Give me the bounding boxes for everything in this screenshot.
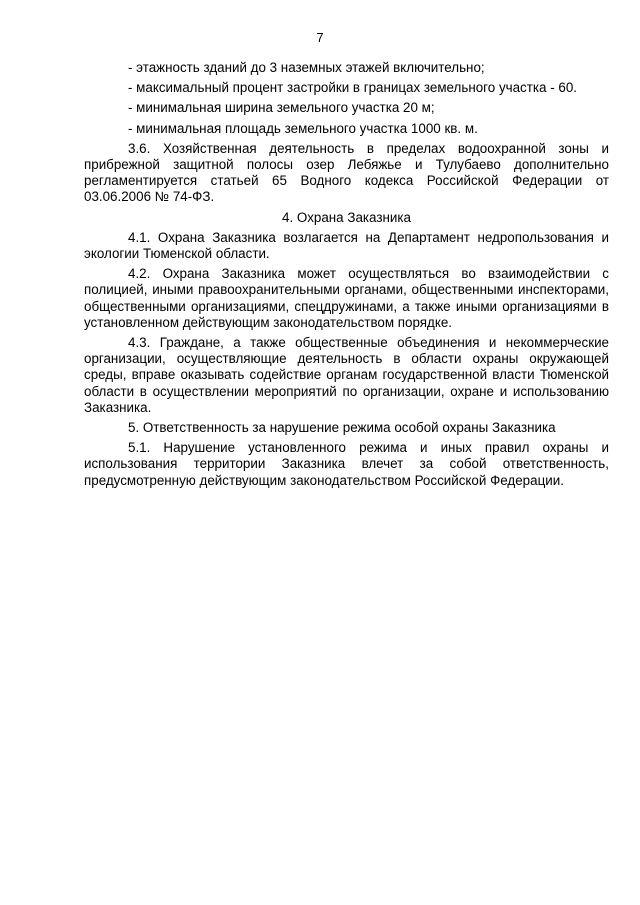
list-item-build-percent: - максимальный процент застройки в границах земельного участка - 60. [128,80,578,96]
document-body [84,60,609,493]
paragraph-4-1: 4.1. Охрана Заказника возлагается на Департамент недропользования и экологии Тюменской области. [84,229,609,262]
page-number: 7 [316,30,324,45]
paragraph-5-1: 5.1. Нарушение установленного режима и иных правил охраны и использования территории Заказника влечет за собой ответственность, предусмотренную действующим законодательством Российской Федерации. [84,440,609,488]
paragraph-4-2: 4.2. Охрана Заказника может осуществляться во взаимодействии с полицией, иными правоохранительными органами, общественными инспекторами, общественными организациями, спецдружинами, а также иными организациями в установленном действующим законодательством порядке. [84,266,609,330]
list-item-min-area: - минимальная площадь земельного участка 1000 кв. м. [128,120,478,136]
section-heading-5: 5. Ответственность за нарушение режима особой охраны Заказника [128,420,556,436]
paragraph-3-6: 3.6. Хозяйственная деятельность в пределах водоохранной зоны и прибрежной защитной полосы озер Лебяжье и Тулубаево дополнительно регламентируется статьей 65 Водного кодекса Российской Федерации от 03.06.2006 № 74-ФЗ. [84,140,609,205]
paragraph-4-3: 4.3. Граждане, а также общественные объединения и некоммерческие организации, осуществляющие деятельность в области охраны окружающей среды, вправе оказывать содействие органам государственной власти Тюменской области в осуществлении мероприятий по организации, охране и использованию Заказника. [84,335,609,415]
list-item-min-width: - минимальная ширина земельного участка 20 м; [128,100,435,116]
list-item-floors: - этажность зданий до 3 наземных этажей включительно; [128,60,485,75]
section-heading-4: 4. Охрана Заказника [282,209,411,225]
